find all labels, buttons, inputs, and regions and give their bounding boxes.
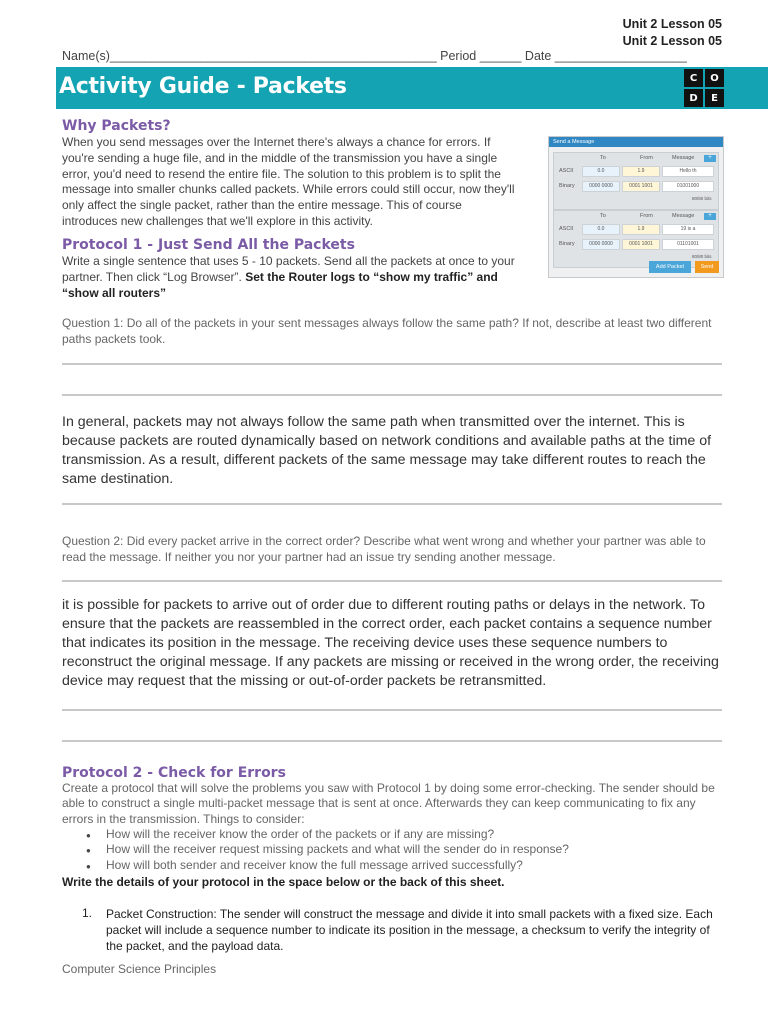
add-row-icon[interactable]: + [704, 213, 716, 220]
from-binary-field[interactable]: 0001 1001 [622, 181, 660, 192]
message-binary-field[interactable]: 01001000 [662, 181, 714, 192]
to-ascii-field[interactable]: 0.0 [582, 166, 620, 177]
lesson-line-1: Unit 2 Lesson 05 [622, 17, 722, 31]
logo-letter-e: E [705, 89, 724, 107]
why-line: you're sending a huge file, and in the middle of the transmission you have a single [62, 150, 498, 165]
packet-panel [553, 152, 719, 210]
why-line: When you send messages over the Internet there's always a chance for errors. If [62, 135, 491, 149]
protocol-1-heading: Protocol 1 - Just Send All the Packets [62, 237, 355, 253]
row-ascii: ASCII [559, 168, 574, 174]
to-binary-field[interactable]: 0000 0000 [582, 181, 620, 192]
col-to: To [600, 155, 606, 161]
message-binary-field[interactable]: 01101001 [662, 239, 714, 250]
answer-line [62, 394, 722, 396]
why-packets-paragraph [62, 135, 542, 230]
answer-line [62, 363, 722, 365]
consideration-item: ● How will the receiver know the order of the packets or if any are missing? [62, 827, 722, 842]
from-ascii-field[interactable]: 1.9 [622, 166, 660, 177]
question-2: Question 2: Did every packet arrive in the correct order? Describe what went wrong and whether your partner was able to read the message. If neither you nor your partner had an issue try sending another message. [62, 534, 706, 564]
why-line: only affect the single packet, rather than the entire message. This of course [62, 198, 462, 213]
name-period-date-line: Name(s)_______________________________________________ Period ______ Date ___________________ [62, 49, 687, 63]
to-ascii-field[interactable]: 0.0 [582, 224, 620, 235]
lesson-label [623, 16, 722, 50]
consideration-item: ● How will both sender and receiver know the full message arrived successfully? [62, 858, 722, 873]
logo-letter-d: D [684, 89, 703, 107]
answer-line [62, 709, 722, 711]
protocol-2-intro: Create a protocol that will solve the problems you saw with Protocol 1 by doing some error-checking. The sender should be able to construct a single multi-packet message that is sent at once. Afterwards they can keep communicating to fix any errors in the transmission. Things to consider: [62, 781, 715, 826]
step-1-text: Packet Construction: The sender will construct the message and divide it into small packets with a fixed size. Each packet will include a sequence number to indicate its position in the message, a checksum to verify the integrity of the packet, and the payload data. [106, 907, 713, 953]
considerations-list [62, 827, 722, 873]
answer-1: In general, packets may not always follow the same path when transmitted over the internet. This is because packets are routed dynamically based on network conditions and available paths at the time of transmission. As a result, different packets of the same message may take different routes to reach the same destination. [62, 414, 712, 487]
add-packet-button[interactable]: Add Packet [649, 261, 691, 273]
code-logo [684, 69, 724, 107]
col-to: To [600, 213, 606, 219]
packet-panel [553, 210, 719, 268]
bit-count: 80/80 bits [692, 196, 712, 201]
protocol-1-bold: Set the Router logs to “show my traffic” and [245, 269, 498, 284]
from-ascii-field[interactable]: 1.9 [622, 224, 660, 235]
protocol-1-plain: partner. Then click “Log Browser”. [62, 269, 246, 284]
why-line: error, you'd need to resend the entire file. The solution to this problem is to split the [62, 166, 501, 181]
message-ascii-field[interactable]: Hello th [662, 166, 714, 177]
answer-line [62, 503, 722, 505]
send-message-widget [548, 136, 724, 278]
answer-line [62, 740, 722, 742]
protocol-1-line: Write a single sentence that uses 5 - 10 packets. Send all the packets at once to your [62, 254, 515, 268]
protocol-instruction: Write the details of your protocol in the space below or the back of this sheet. [62, 875, 505, 889]
col-from: From [640, 155, 653, 161]
question-1: Question 1: Do all of the packets in your sent messages always follow the same path? If not, describe at least two different paths packets took. [62, 316, 712, 346]
why-packets-heading: Why Packets? [62, 118, 171, 134]
protocol-1-line [62, 270, 542, 286]
logo-letter-c: C [684, 69, 703, 87]
protocol-2-heading: Protocol 2 - Check for Errors [62, 765, 286, 781]
col-message: Message [672, 155, 695, 161]
answer-line [62, 580, 722, 582]
protocol-1-bold: “show all routers” [62, 285, 167, 300]
widget-header [549, 137, 723, 147]
col-from: From [640, 213, 653, 219]
why-line: message into smaller chunks called packets. While errors could still occur, now they'll [62, 182, 515, 197]
banner-left-gap [0, 67, 56, 109]
logo-letter-o: O [705, 69, 724, 87]
row-ascii: ASCII [559, 226, 574, 232]
message-ascii-field[interactable]: 19 is a [662, 224, 714, 235]
protocol-1-line [62, 286, 542, 302]
footer-course-name: Computer Science Principles [62, 962, 217, 976]
page-title: Activity Guide - Packets [59, 74, 347, 99]
row-binary: Binary [559, 241, 575, 247]
answer-2: it is possible for packets to arrive out of order due to different routing paths or delays in the network. To ensure that the packets are reassembled in the correct order, each packet contains a sequence number that indicates its position in the message. The receiving device uses these sequence numbers to reconstruct the original message. If any packets are missing or received in the wrong order, the receiving device may request that the missing or out-of-order packets be retransmitted. [62, 597, 719, 689]
step-number: 1. [82, 906, 93, 920]
row-binary: Binary [559, 183, 575, 189]
to-binary-field[interactable]: 0000 0000 [582, 239, 620, 250]
from-binary-field[interactable]: 0001 1001 [622, 239, 660, 250]
widget-title: Send a Message [553, 139, 595, 145]
protocol-1-paragraph [62, 254, 542, 301]
add-row-icon[interactable]: + [704, 155, 716, 162]
why-line: introduces new challenges that we'll explore in this activity. [62, 213, 373, 228]
send-button[interactable]: Send [695, 261, 719, 273]
lesson-line-2: Unit 2 Lesson 05 [622, 34, 722, 48]
col-message: Message [672, 213, 695, 219]
bit-count: 80/80 bits [692, 254, 712, 259]
consideration-item: ● How will the receiver request missing packets and what will the sender do in response? [62, 842, 722, 857]
